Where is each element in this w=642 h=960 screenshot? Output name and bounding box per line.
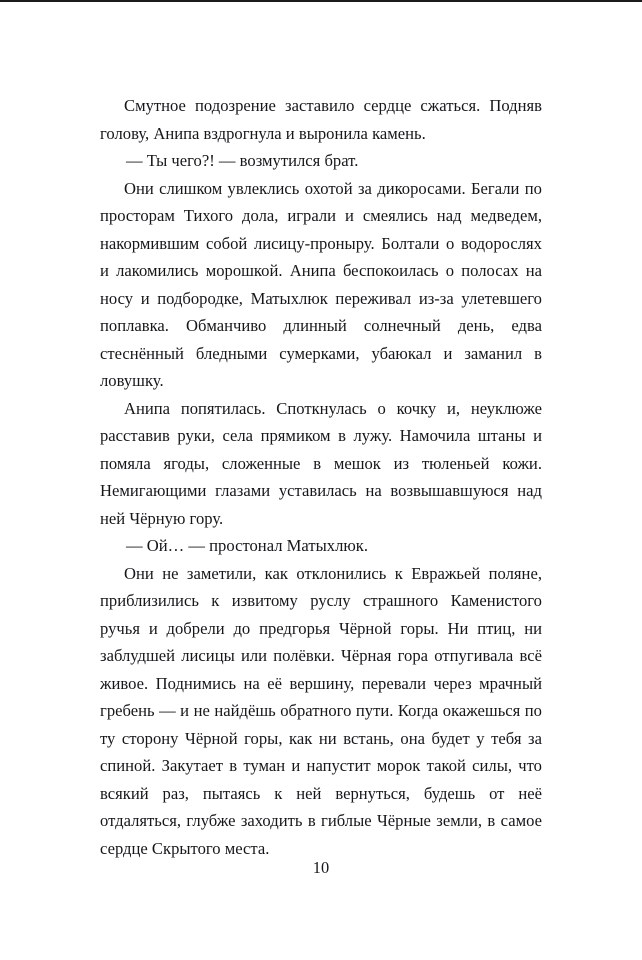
paragraph: Смутное подозрение заставило сердце сжаться. Подняв голову, Анипа вздрогнула и выронила камень. [100,96,542,143]
page-text-block [100,92,542,862]
dialogue-line: — Ты чего?! — возмутился брат. [126,151,359,170]
paragraph: Они не заметили, как отклонились к Евражьей поляне, приблизились к извитому руслу страшного Каменистого ручья и добрели до предгорья Чёрной горы. Ни птиц, ни заблудшей лисицы или полёвки. Чёрная гора отпугивала всё живое. Поднимись на её вершину, перевали через мрачный гребень — и не найдёшь обратного пути. Когда окажешься по ту сторону Чёрной горы, как ни встань, она будет у тебя за спиной. Закутает в туман и напустит морок такой силы, что всякий раз, пытаясь к ней вернуться, будешь от неё отдаляться, глубже заходить в гиблые Чёрные земли, в самое сердце Скрытого места. [100,563,542,858]
scan-edge-line [0,0,642,2]
paragraph: Они слишком увлеклись охотой за дикоросами. Бегали по просторам Тихого дола, играли и смеялись над медведем, накормившим собой лисицу-проныру. Болтали о водорослях и лакомились морошкой. Анипа беспокоилась о полосах на носу и подбородке, Матыхлюк переживал из-за улетевшего поплавка. Обманчиво длинный солнечный день, едва стеснённый бледными сумерками, убаюкал и заманил в ловушку. [100,178,542,390]
page-number: 10 [312,858,330,877]
dialogue-line: — Ой… — простонал Матыхлюк. [126,536,369,555]
paragraph: Анипа попятилась. Споткнулась о кочку и, неуклюже расставив руки, села прямиком в лужу. Намочила штаны и помяла ягоды, сложенные в мешок из тюленьей кожи. Немигающими глазами уставилась на возвышавшуюся над ней Чёрную гору. [100,398,542,528]
